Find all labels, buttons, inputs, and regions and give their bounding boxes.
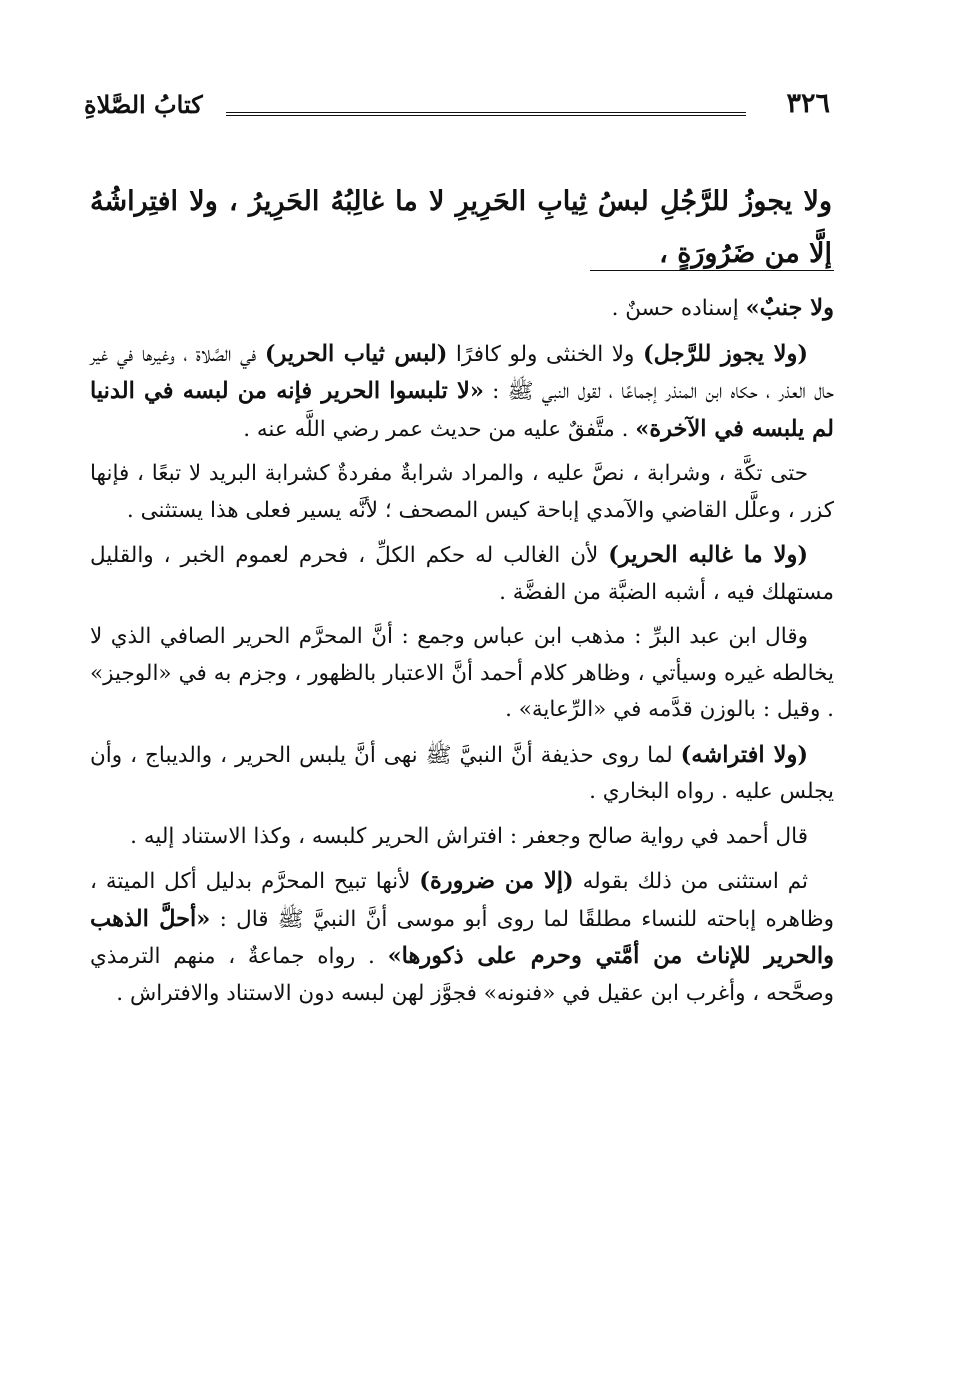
bold-phrase: (ولا افتراشه) [680,741,808,768]
bold-phrase: (ولا ما غالبه الحرير) [608,542,808,568]
page-number: ٣٢٦ [786,88,830,119]
bold-phrase: (لبس ثياب الحرير) [264,340,448,367]
text-run: . متَّفقٌ عليه من حديث عمر رضي اللَّه عنه . [243,416,636,442]
text-run: لأن الغالب له حكم الكلِّ ، فحرم لعموم الخبر ، والقليل مستهلك فيه ، أشبه الضبَّة من الفضَّة . [90,543,834,605]
paragraph [90,819,834,856]
footnote-divider [590,270,834,271]
paragraph [90,737,834,811]
paragraph [90,290,834,328]
text-run: إسناده حسنٌ . [611,296,746,321]
paragraph [90,619,834,729]
matn-text: ولا يجوزُ للرَّجُلِ لبسُ ثِيابِ الحَرِيرِ لا ما غالِبُهُ الحَرِيرُ ، ولا افتِراشُهُ إلَّا من ضَرُورَةٍ ، [90,186,832,269]
hadith-quote: «لا تلبسوا الحرير فإنه من لبسه في الدنيا لم يلبسه في الآخرة» [90,378,834,442]
text-run: قال أحمد في رواية صالح وجعفر : افتراش الحرير كلبسه ، وكذا الاستناد إليه . [130,823,808,849]
bold-phrase: (ولا يجوز للرَّجل) [642,340,808,367]
text-run: ولا الخنثى ولو كافرًا [447,341,643,367]
page-header [84,88,830,128]
text-run: وقال ابن عبد البرِّ : مذهب ابن عباس وجمع : أنَّ المحرَّم الحرير الصافي الذي لا يخالطه غيره وسيأتي ، وظاهر كلام أحمد أنَّ الاعتبار بالظهور ، وجزم به في «الوجيز» . وقيل : بالوزن قدَّمه في «الرِّعاية» . [90,624,834,722]
text-run: لأنها تبيح المحرَّم بدليل أكل الميتة ، وظاهره إباحته للنساء مطلقًا لما روى أبو موسى أنَّ النبيَّ ﷺ قال : [90,869,834,932]
paragraph [90,456,834,529]
text-run: في الصَّلاة ، وغيرها في غير حال العذر ، حكاه ابن المنذر إجماعًا ، لقول النبي ﷺ : [90,341,834,404]
commentary-body [90,290,834,1020]
text-run: ثم استثنى من ذلك بقوله [573,869,808,894]
paragraph [90,336,834,449]
book-title: كتابُ الصَّلاةِ [84,90,203,119]
text-run: حتى تكَّة ، وشرابة ، نصَّ عليه ، والمراد شرابةٌ مفردةٌ كشرابة البريد لا تبعًا ، فإنها كزر ، وعلَّل القاضي والآمدي إباحة كيس المصحف ؛ لأنَّه يسير فعلى هذا يستثنى . [90,461,834,523]
header-rule [226,112,746,116]
bold-phrase: (إلا من ضرورة) [419,868,574,894]
text-run: . رواه جماعةٌ ، منهم الترمذي وصحَّحه ، وأغرب ابن عقيل في «فنونه» فجوَّز لهن لبسه دون الاستناد والافتراش . [90,944,834,1006]
paragraph [90,537,834,611]
bold-phrase: ولا جنبٌ» [745,295,834,321]
paragraph [90,863,834,1012]
hadith-quote: «أحلَّ الذهب والحرير للإناث من أمَّتي وحرم على ذكورها» [90,905,834,969]
text-run: لما روى حذيفة أنَّ النبيَّ ﷺ نهى أنَّ يلبس الحرير ، والديباج ، وأن يجلس عليه . رواه البخاري . [90,742,834,804]
